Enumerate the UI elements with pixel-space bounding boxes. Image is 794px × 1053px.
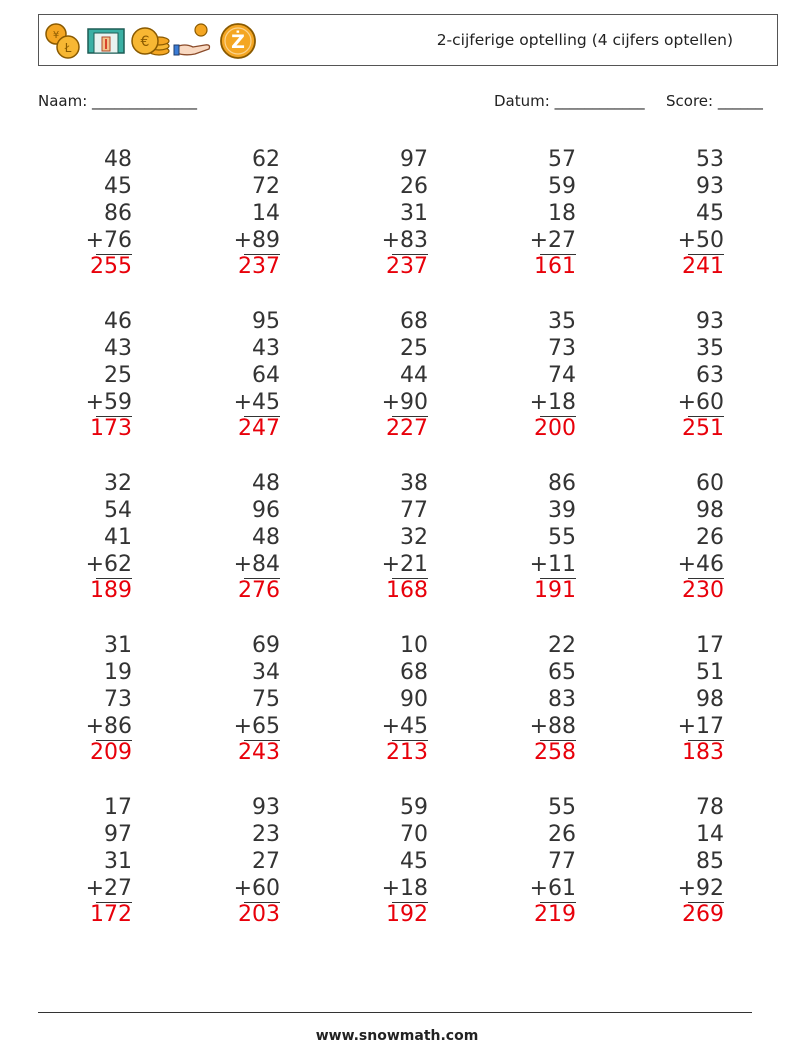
addend: 93 xyxy=(696,174,724,199)
addend: 26 xyxy=(696,525,724,550)
addition-problem xyxy=(190,470,280,604)
addend: 77 xyxy=(548,849,576,874)
addition-problem xyxy=(634,146,724,280)
last-addend: +45 xyxy=(381,714,428,739)
last-addend: +86 xyxy=(85,714,132,739)
addend: 95 xyxy=(252,309,280,334)
answer: 243 xyxy=(238,740,280,765)
addition-problem xyxy=(634,470,724,604)
addition-problem xyxy=(634,794,724,928)
addend: 57 xyxy=(548,147,576,172)
addend: 18 xyxy=(548,201,576,226)
addend: 75 xyxy=(252,687,280,712)
addend: 25 xyxy=(400,336,428,361)
addend: 93 xyxy=(252,795,280,820)
addend: 68 xyxy=(400,660,428,685)
addend: 96 xyxy=(252,498,280,523)
addend: 31 xyxy=(104,849,132,874)
addend: 22 xyxy=(548,633,576,658)
addend: 35 xyxy=(696,336,724,361)
worksheet-title: 2-cijferige optelling (4 cijfers optellen) xyxy=(436,31,733,49)
addition-problem xyxy=(190,632,280,766)
last-addend: +60 xyxy=(233,876,280,901)
addend: 54 xyxy=(104,498,132,523)
last-addend: +11 xyxy=(529,552,576,577)
answer: 227 xyxy=(386,416,428,441)
last-addend: +59 xyxy=(85,390,132,415)
last-addend: +65 xyxy=(233,714,280,739)
addend: 55 xyxy=(548,525,576,550)
addend: 43 xyxy=(104,336,132,361)
answer: 200 xyxy=(534,416,576,441)
addition-problem xyxy=(634,632,724,766)
addend: 31 xyxy=(104,633,132,658)
addend: 86 xyxy=(104,201,132,226)
worksheet-header xyxy=(38,14,778,66)
addend: 14 xyxy=(696,822,724,847)
answer: 209 xyxy=(90,740,132,765)
last-addend: +76 xyxy=(85,228,132,253)
answer: 219 xyxy=(534,902,576,927)
score-field: Score: ______ xyxy=(666,92,763,110)
last-addend: +83 xyxy=(381,228,428,253)
last-addend: +18 xyxy=(381,876,428,901)
answer: 276 xyxy=(238,578,280,603)
addend: 25 xyxy=(104,363,132,388)
addend: 39 xyxy=(548,498,576,523)
addend: 41 xyxy=(104,525,132,550)
answer: 269 xyxy=(682,902,724,927)
addition-problem xyxy=(190,794,280,928)
addend: 26 xyxy=(548,822,576,847)
addend: 51 xyxy=(696,660,724,685)
addend: 59 xyxy=(548,174,576,199)
hand-coin-icon xyxy=(173,21,215,61)
last-addend: +88 xyxy=(529,714,576,739)
addend: 48 xyxy=(252,471,280,496)
last-addend: +17 xyxy=(677,714,724,739)
addend: 46 xyxy=(104,309,132,334)
addition-problem xyxy=(42,308,132,442)
addend: 17 xyxy=(104,795,132,820)
answer: 173 xyxy=(90,416,132,441)
addition-problem xyxy=(486,794,576,928)
last-addend: +62 xyxy=(85,552,132,577)
answer: 183 xyxy=(682,740,724,765)
addend: 98 xyxy=(696,498,724,523)
addition-problem xyxy=(338,146,428,280)
last-addend: +27 xyxy=(85,876,132,901)
last-addend: +46 xyxy=(677,552,724,577)
addition-problem xyxy=(190,308,280,442)
answer: 237 xyxy=(386,254,428,279)
answer: 247 xyxy=(238,416,280,441)
svg-text:€: € xyxy=(140,34,150,50)
last-addend: +18 xyxy=(529,390,576,415)
answer: 241 xyxy=(682,254,724,279)
addend: 83 xyxy=(548,687,576,712)
addend: 48 xyxy=(104,147,132,172)
answer: 230 xyxy=(682,578,724,603)
addend: 32 xyxy=(400,525,428,550)
addend: 73 xyxy=(548,336,576,361)
last-addend: +27 xyxy=(529,228,576,253)
name-field: Naam: ______________ xyxy=(38,92,198,110)
addend: 14 xyxy=(252,201,280,226)
addend: 26 xyxy=(400,174,428,199)
footer-website: www.snowmath.com xyxy=(315,1028,479,1044)
addend: 19 xyxy=(104,660,132,685)
answer: 213 xyxy=(386,740,428,765)
answer: 203 xyxy=(238,902,280,927)
addend: 85 xyxy=(696,849,724,874)
addition-problem xyxy=(42,632,132,766)
addend: 32 xyxy=(104,471,132,496)
addend: 23 xyxy=(252,822,280,847)
addition-problem xyxy=(42,794,132,928)
addend: 98 xyxy=(696,687,724,712)
addition-problem xyxy=(486,308,576,442)
addition-problem xyxy=(338,308,428,442)
addend: 69 xyxy=(252,633,280,658)
addend: 38 xyxy=(400,471,428,496)
answer: 258 xyxy=(534,740,576,765)
addition-problem xyxy=(190,146,280,280)
answer: 251 xyxy=(682,416,724,441)
last-addend: +21 xyxy=(381,552,428,577)
answer: 189 xyxy=(90,578,132,603)
date-field: Datum: ____________ xyxy=(494,92,645,110)
addend: 65 xyxy=(548,660,576,685)
addend: 45 xyxy=(696,201,724,226)
addition-problem xyxy=(42,146,132,280)
addend: 72 xyxy=(252,174,280,199)
addend: 17 xyxy=(696,633,724,658)
last-addend: +90 xyxy=(381,390,428,415)
last-addend: +45 xyxy=(233,390,280,415)
gold-coins-icon xyxy=(43,21,83,61)
footer-divider xyxy=(38,1012,752,1013)
addition-problem xyxy=(338,470,428,604)
answer: 172 xyxy=(90,902,132,927)
addend: 31 xyxy=(400,201,428,226)
addition-problem xyxy=(338,632,428,766)
addend: 68 xyxy=(400,309,428,334)
addend: 48 xyxy=(252,525,280,550)
addend: 97 xyxy=(400,147,428,172)
addend: 44 xyxy=(400,363,428,388)
answer: 255 xyxy=(90,254,132,279)
addend: 78 xyxy=(696,795,724,820)
addend: 64 xyxy=(252,363,280,388)
last-addend: +60 xyxy=(677,390,724,415)
addend: 27 xyxy=(252,849,280,874)
addition-problem xyxy=(42,470,132,604)
last-addend: +61 xyxy=(529,876,576,901)
addend: 55 xyxy=(548,795,576,820)
addend: 10 xyxy=(400,633,428,658)
svg-text:Ł: Ł xyxy=(64,41,72,55)
addend: 97 xyxy=(104,822,132,847)
addend: 93 xyxy=(696,309,724,334)
answer: 168 xyxy=(386,578,428,603)
addend: 86 xyxy=(548,471,576,496)
last-addend: +92 xyxy=(677,876,724,901)
addend: 70 xyxy=(400,822,428,847)
svg-text:Ż: Ż xyxy=(231,31,245,53)
addition-problem xyxy=(338,794,428,928)
addend: 74 xyxy=(548,363,576,388)
last-addend: +50 xyxy=(677,228,724,253)
addend: 63 xyxy=(696,363,724,388)
addend: 53 xyxy=(696,147,724,172)
zcash-coin-icon xyxy=(217,21,259,61)
euro-coin-stack-icon xyxy=(129,21,171,61)
answer: 191 xyxy=(534,578,576,603)
addition-problem xyxy=(486,146,576,280)
answer: 237 xyxy=(238,254,280,279)
addend: 60 xyxy=(696,471,724,496)
last-addend: +84 xyxy=(233,552,280,577)
addend: 45 xyxy=(400,849,428,874)
addend: 35 xyxy=(548,309,576,334)
addition-problem xyxy=(486,632,576,766)
addend: 62 xyxy=(252,147,280,172)
last-addend: +89 xyxy=(233,228,280,253)
banknote-icon xyxy=(85,21,127,61)
addition-problem xyxy=(486,470,576,604)
svg-text:¥: ¥ xyxy=(52,30,60,41)
addend: 73 xyxy=(104,687,132,712)
addend: 77 xyxy=(400,498,428,523)
addend: 45 xyxy=(104,174,132,199)
addend: 59 xyxy=(400,795,428,820)
answer: 161 xyxy=(534,254,576,279)
addition-problem xyxy=(634,308,724,442)
addend: 43 xyxy=(252,336,280,361)
addend: 34 xyxy=(252,660,280,685)
addend: 90 xyxy=(400,687,428,712)
answer: 192 xyxy=(386,902,428,927)
header-icons xyxy=(43,20,259,62)
